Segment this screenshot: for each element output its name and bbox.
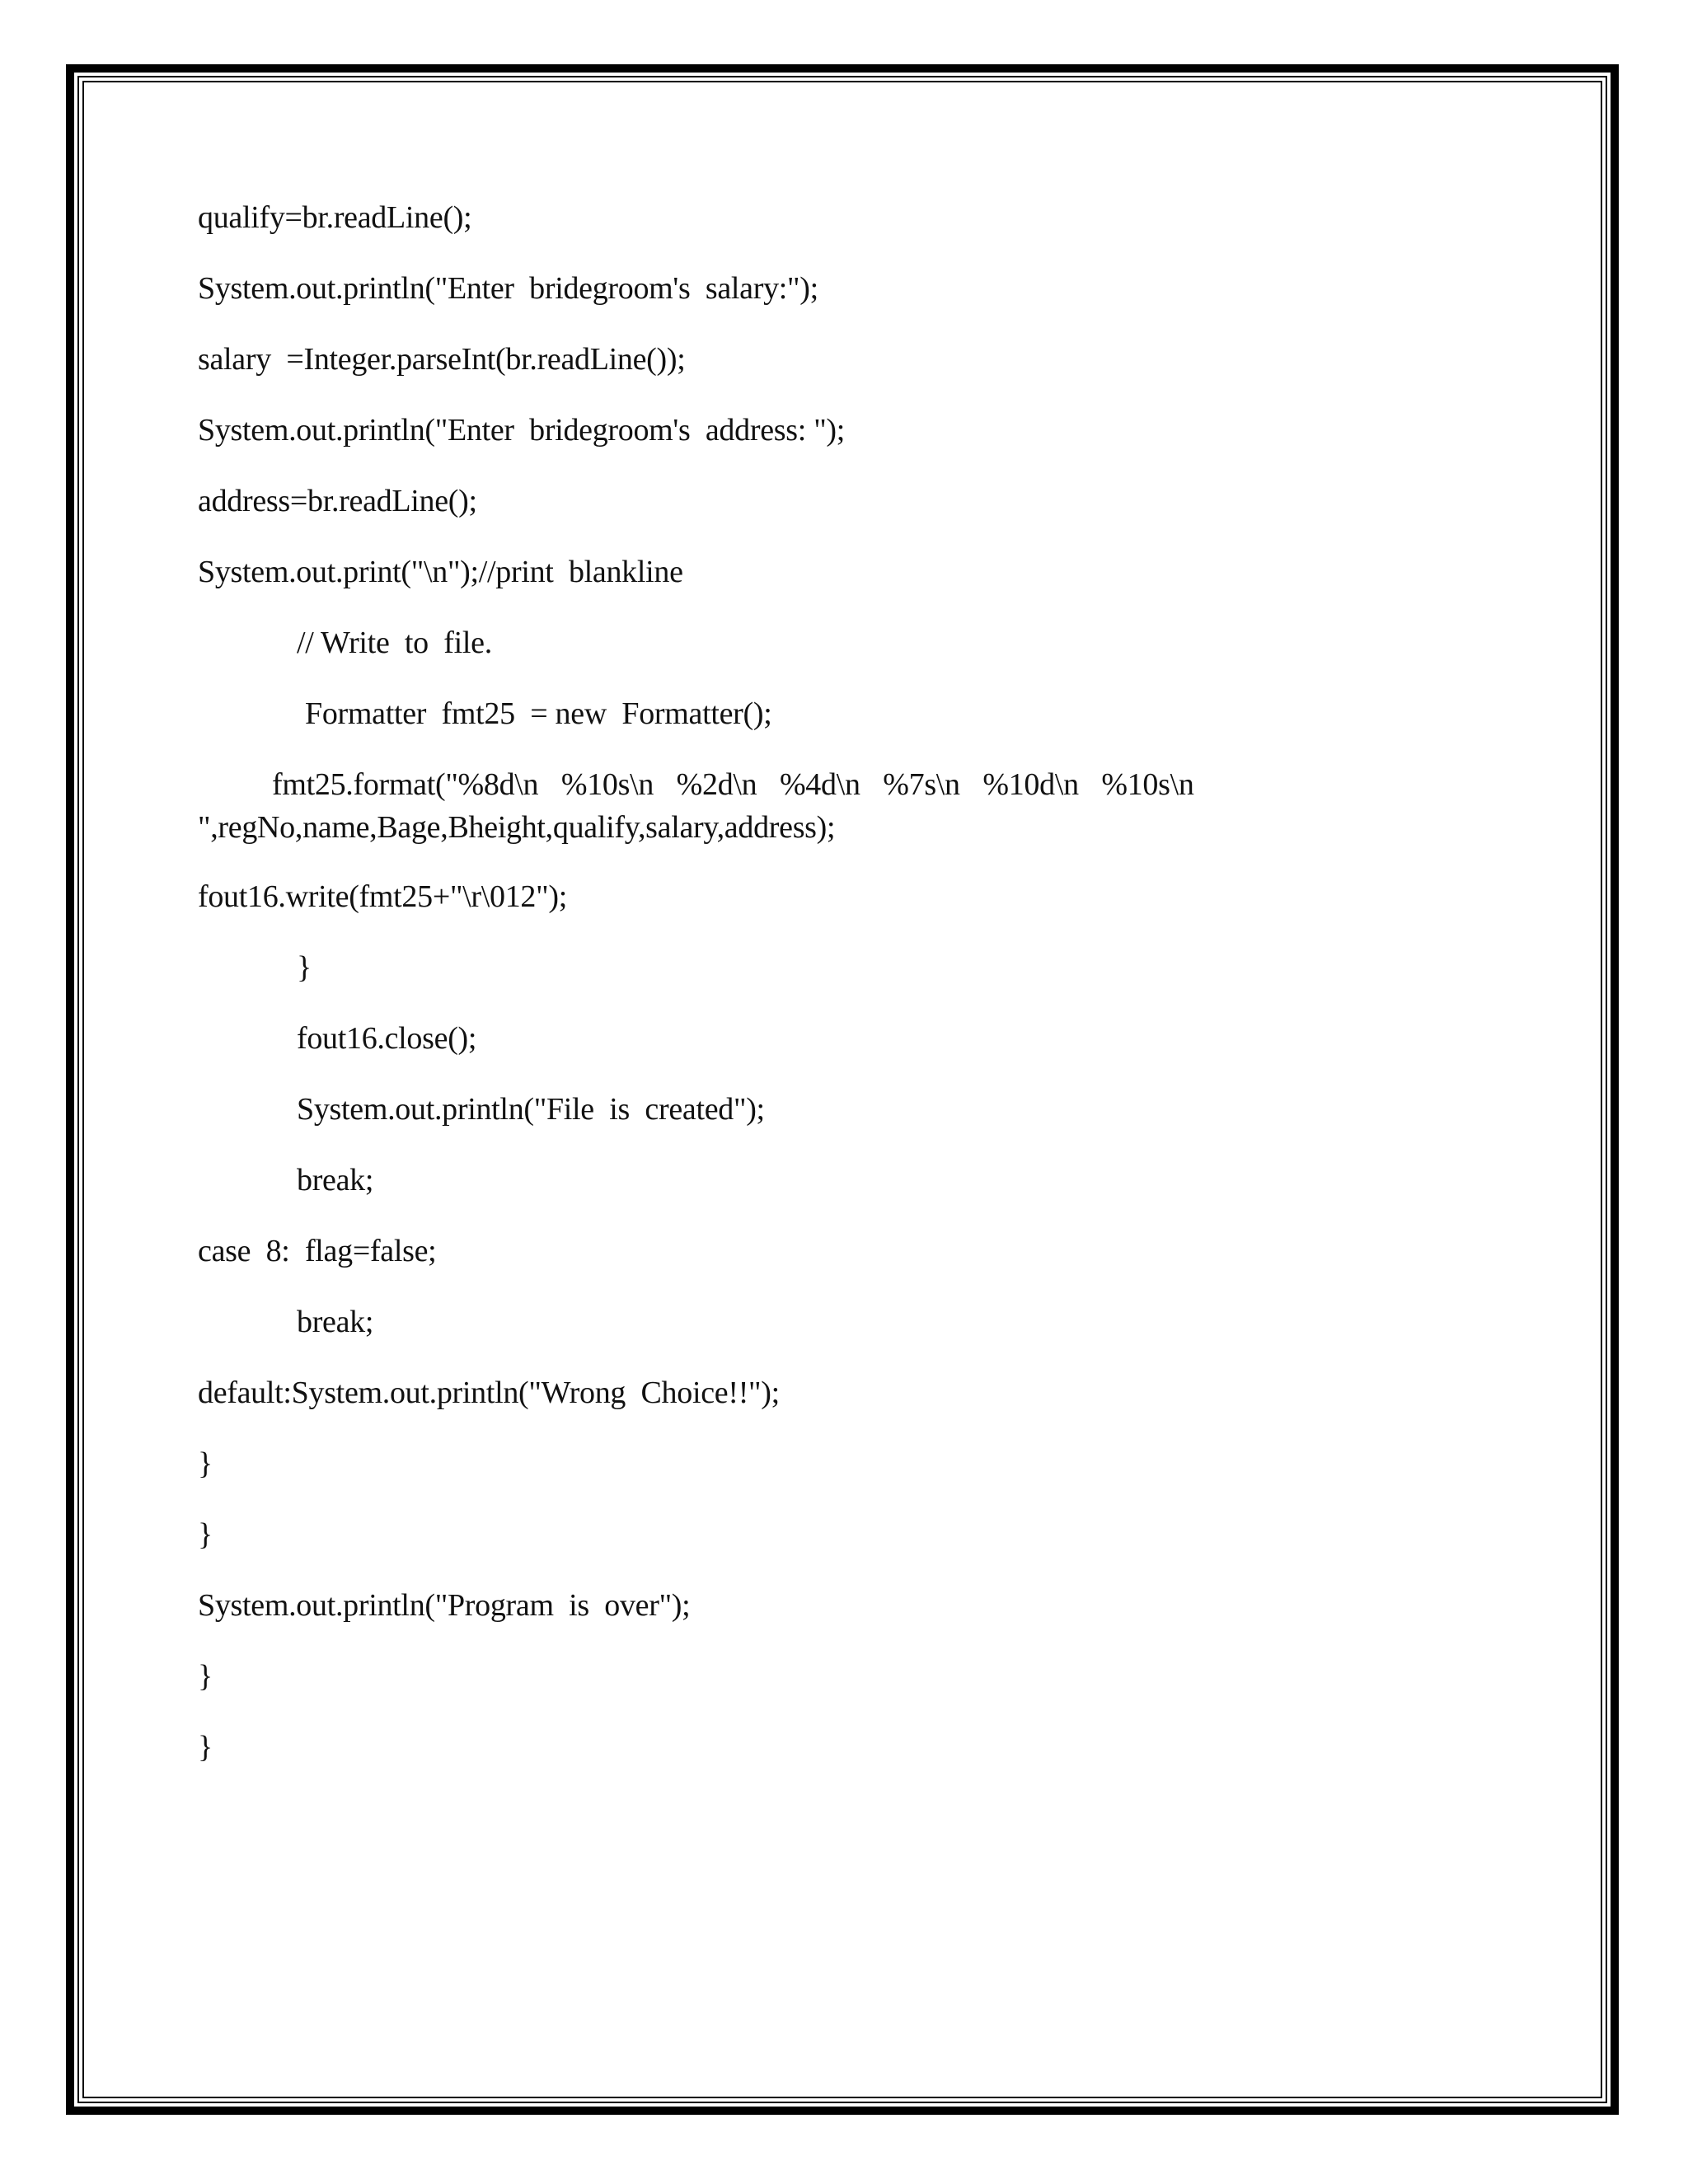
- code-line-5: address=br.readLine();: [198, 484, 477, 518]
- code-line-11: fout16.write(fmt25+"\r\012");: [198, 879, 567, 914]
- code-line-18: default:System.out.println("Wrong Choice!!");: [198, 1376, 780, 1410]
- code-line-10: ",regNo,name,Bage,Bheight,qualify,salary,address);: [198, 810, 836, 845]
- code-line-4: System.out.println("Enter bridegroom's address: ");: [198, 413, 846, 448]
- code-line-12: }: [297, 950, 312, 985]
- code-line-14: System.out.println("File is created");: [297, 1092, 765, 1127]
- code-line-16: case 8: flag=false;: [198, 1234, 437, 1268]
- code-line-19: }: [198, 1446, 213, 1481]
- code-line-8: Formatter fmt25 = new Formatter();: [305, 696, 772, 731]
- code-line-7: // Write to file.: [297, 626, 492, 660]
- code-line-13: fout16.close();: [297, 1021, 477, 1056]
- page-border-inner-rule-2: [82, 81, 1602, 2098]
- code-line-23: }: [198, 1730, 213, 1765]
- code-line-3: salary =Integer.parseInt(br.readLine());: [198, 342, 686, 377]
- code-line-21: System.out.println("Program is over");: [198, 1588, 691, 1623]
- code-line-6: System.out.print("\n");//print blankline: [198, 555, 683, 589]
- code-line-20: }: [198, 1517, 213, 1552]
- code-line-1: qualify=br.readLine();: [198, 200, 472, 235]
- code-line-17: break;: [297, 1305, 374, 1339]
- code-line-22: }: [198, 1659, 213, 1694]
- code-line-15: break;: [297, 1163, 374, 1197]
- code-line-9: fmt25.format("%8d\n %10s\n %2d\n %4d\n %7s\n %10d\n %10s\n: [272, 767, 1194, 802]
- code-line-2: System.out.println("Enter bridegroom's salary:");: [198, 271, 818, 306]
